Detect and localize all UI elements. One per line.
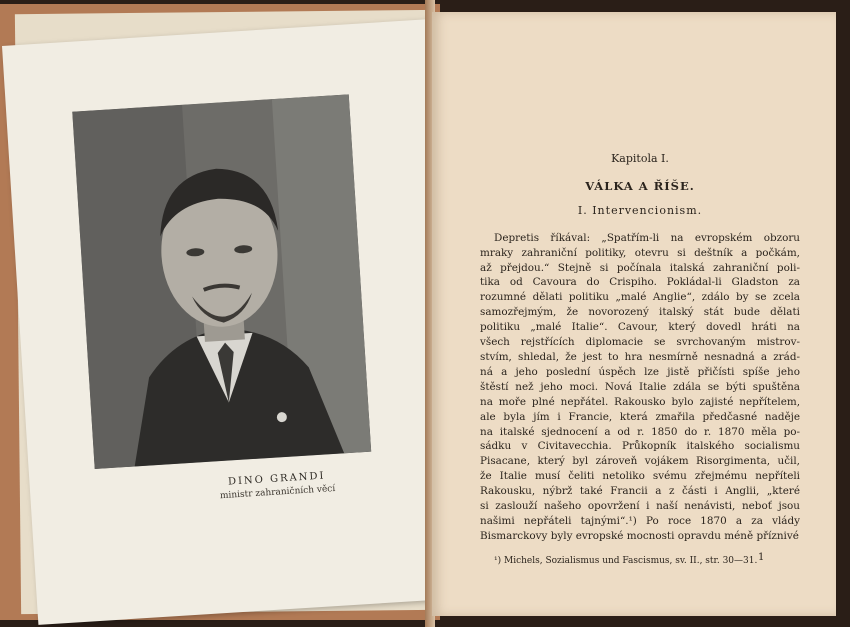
text-line: na moře plné nepřátel. Rakousko bylo zajisté nepřítelem,: [480, 395, 800, 408]
page-number: 1: [758, 552, 765, 563]
caption-role: ministr zahraničních věcí: [219, 483, 336, 502]
frontispiece-plate: [2, 18, 478, 624]
text-line: tika od Cavoura do Crispiho. Pokládal-li Gladston za: [480, 276, 800, 289]
text-line: rozumné dělati politiku „malé Anglie“, zdálo by se zcela: [480, 291, 800, 304]
text-line: ná a jeho poslední úspěch lze jistě přičísti spíše jeho: [480, 365, 800, 378]
chapter-label: Kapitola I.: [611, 152, 669, 165]
footnote: ¹) Michels, Sozialismus und Fascismus, sv. II., str. 30—31.: [494, 555, 758, 566]
text-line: politiku „malé Italie“. Cavour, který dovedl hráti na: [480, 321, 800, 334]
text-line: že Italie musí čeliti netoliko svému zřejmému nepříteli: [480, 470, 800, 483]
text-line: mraky zahraniční politiky, otevru si deštník a počkám,: [480, 246, 800, 259]
text-line: všech rejstřících diplomacie se svrchovaným mistrov-: [480, 336, 800, 349]
portrait-illustration: [72, 94, 371, 469]
text-line: Rakousku, nýbrž také Francii a z části i Anglii, „které: [480, 485, 800, 498]
text-line: štěstí než jeho moci. Nová Italie zdála se býti spuštěna: [480, 380, 800, 393]
caption-name: DINO GRANDI: [227, 470, 326, 488]
portrait-photo: [72, 94, 371, 469]
text-line: Bismarckovy byly evropské mocnosti opravdu méně příznivé: [480, 529, 799, 542]
text-line: ale byla jím i Francie, která zmařila předčasné naděje: [480, 410, 800, 423]
text-line: Depretis říkával: „Spatřím-li na evropském obzoru: [494, 231, 800, 244]
text-line: samozřejmým, že novorozený italský stát bude dělati: [480, 306, 800, 319]
text-line: stvím, shledal, že jest to hra nesmírně nesnadná a zrád-: [480, 350, 800, 363]
text-line: si zaslouží našeho opovržení i naší nenávisti, neboť jsou: [480, 500, 800, 513]
section-title: I. Intervencionism.: [577, 203, 703, 217]
body-paragraph: [480, 231, 800, 544]
page-text: [480, 152, 800, 569]
text-line: našimi nepřáteli tajnými“.¹) Po roce 1870 a za vlády: [480, 514, 800, 527]
portrait-caption: [202, 469, 353, 502]
right-page: [432, 12, 836, 616]
chapter-title: VÁLKA A ŘÍŠE.: [585, 178, 695, 193]
text-line: na italské sjednocení a od r. 1850 do r. 1870 měla po-: [480, 425, 800, 438]
text-line: sádku v Civitavecchia. Průkopník italského socialismu: [480, 440, 800, 453]
text-line: až přejdou.“ Stejně si počínala italská zahraniční poli-: [480, 261, 800, 274]
text-line: Pisacane, který byl zároveň vojákem Risorgimenta, učil,: [480, 455, 800, 468]
